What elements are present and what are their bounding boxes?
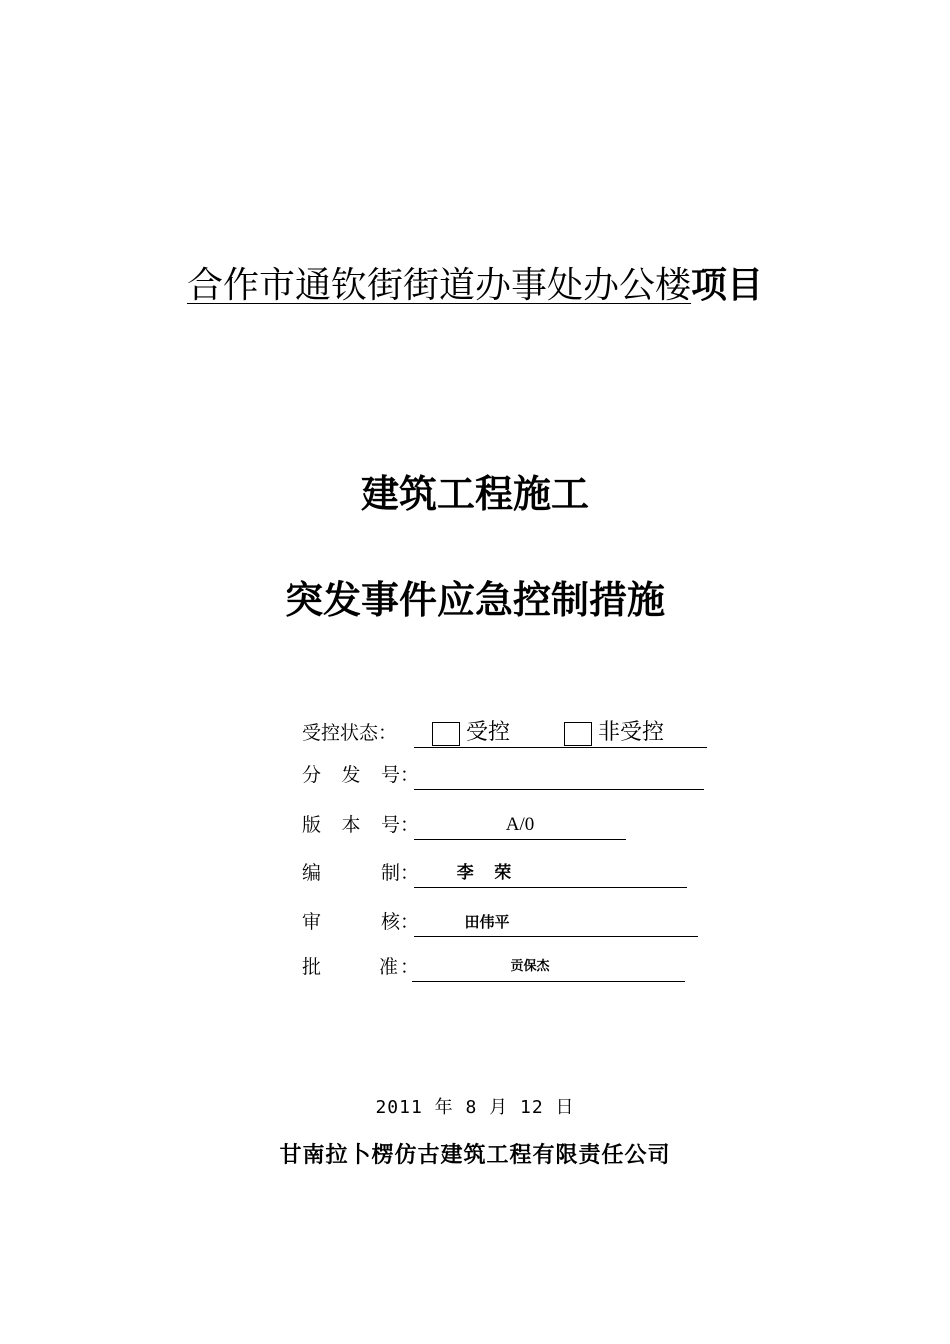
label-char: 批 bbox=[302, 956, 322, 978]
control-status-underline bbox=[414, 718, 707, 748]
label-char: 号 bbox=[380, 764, 400, 786]
version-value: A/0 bbox=[505, 814, 535, 835]
approved-by-value: 贡保杰 bbox=[510, 959, 550, 974]
company-name: 甘南拉卜楞仿古建筑工程有限责任公司 bbox=[279, 1143, 671, 1168]
compiled-by-field[interactable] bbox=[414, 858, 687, 888]
reviewed-by-value: 田伟平 bbox=[464, 913, 510, 931]
label-colon: ： bbox=[400, 911, 420, 933]
label-colon: ： bbox=[400, 862, 420, 884]
label-colon: ： bbox=[400, 764, 420, 786]
reviewed-by-label bbox=[302, 907, 420, 937]
controlled-option-label: 受控 bbox=[466, 720, 511, 745]
label-char: 版 bbox=[302, 814, 322, 836]
uncontrolled-option-label: 非受控 bbox=[598, 720, 665, 745]
label-char: 本 bbox=[341, 814, 361, 836]
document-title-line-1: 建筑工程施工 bbox=[360, 472, 589, 516]
control-status-colon: ： bbox=[378, 722, 398, 744]
approved-by-label bbox=[302, 952, 420, 982]
label-char: 号 bbox=[380, 814, 400, 836]
label-colon: ： bbox=[400, 814, 420, 836]
control-status-label bbox=[302, 718, 414, 748]
version-field[interactable] bbox=[414, 810, 626, 840]
label-char: 制 bbox=[380, 862, 400, 884]
distribution-number-field[interactable] bbox=[414, 760, 704, 790]
label-char: 分 bbox=[302, 764, 322, 786]
control-status-label-text: 受控状态 bbox=[302, 722, 379, 744]
label-char: 编 bbox=[302, 862, 322, 884]
label-char: 发 bbox=[341, 764, 361, 786]
label-char: 审 bbox=[302, 911, 322, 933]
label-char: 准 bbox=[378, 956, 398, 978]
approved-by-field[interactable] bbox=[412, 952, 685, 982]
controlled-checkbox[interactable] bbox=[432, 722, 460, 746]
uncontrolled-checkbox[interactable] bbox=[564, 722, 592, 746]
document-title-line-2: 突发事件应急控制措施 bbox=[284, 578, 665, 622]
document-date: 2011 年 8 月 12 日 bbox=[375, 1097, 575, 1118]
reviewed-by-field[interactable] bbox=[414, 907, 698, 937]
compiled-by-label bbox=[302, 858, 420, 888]
label-char: 核 bbox=[380, 911, 400, 933]
compiled-by-value: 李 荣 bbox=[456, 863, 512, 883]
project-title bbox=[0, 262, 950, 310]
label-colon: ： bbox=[400, 956, 420, 978]
version-label bbox=[302, 810, 420, 840]
project-suffix: 项目 bbox=[691, 265, 764, 306]
project-name: 合作市通钦街街道办事处办公楼 bbox=[186, 265, 691, 306]
distribution-number-label bbox=[302, 760, 420, 790]
